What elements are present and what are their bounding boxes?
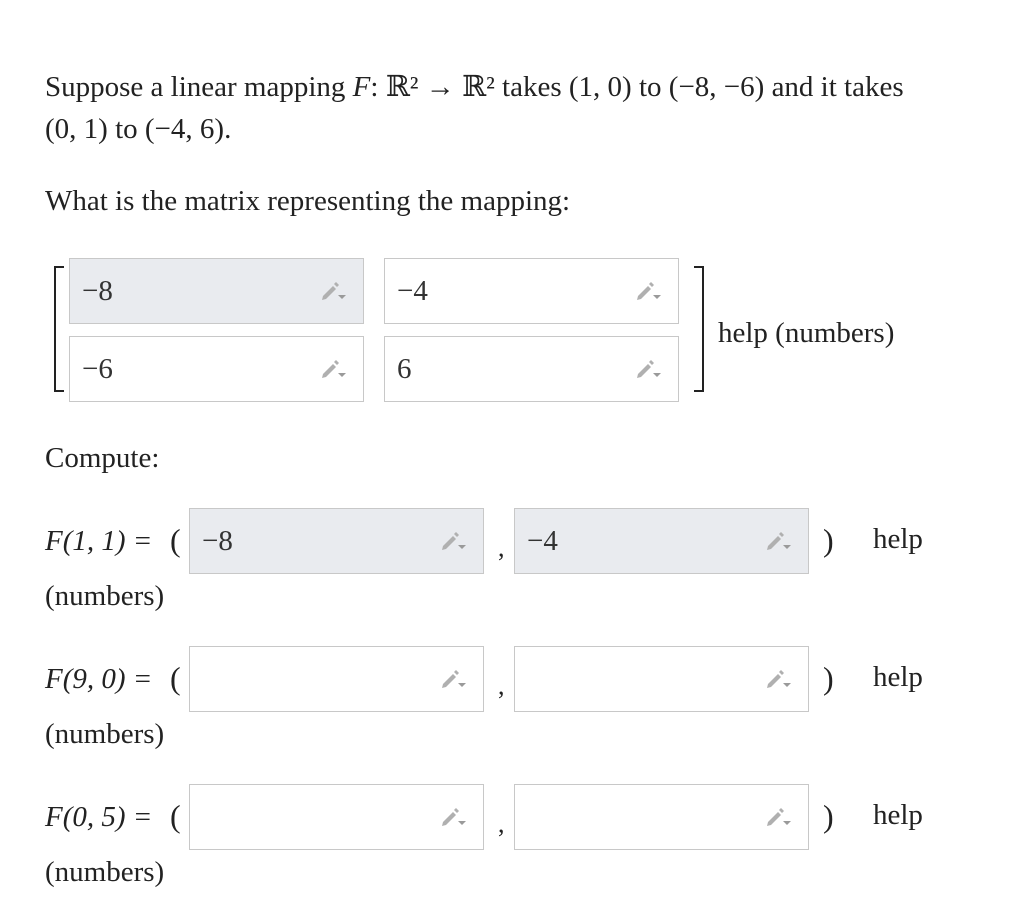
close-paren: ) [823, 660, 834, 696]
answer-field-first[interactable] [189, 508, 484, 574]
input-vector-1: (1, 0) [568, 71, 632, 103]
close-paren: ) [823, 798, 834, 834]
comma-separator: , [498, 671, 505, 700]
help-link[interactable]: help [873, 661, 923, 693]
pencil-dropdown-icon[interactable] [319, 278, 349, 304]
matrix-cell-r2c2[interactable] [384, 336, 679, 402]
pencil-dropdown-icon[interactable] [439, 666, 469, 692]
pencil-dropdown-icon[interactable] [439, 528, 469, 554]
map-name: F [352, 71, 371, 103]
input-vector-2: (0, 1) [45, 113, 108, 145]
answer-field-second[interactable] [514, 508, 809, 574]
matrix-cell-r1c1[interactable] [69, 258, 364, 324]
pencil-dropdown-icon[interactable] [764, 804, 794, 830]
help-link[interactable]: help [873, 799, 923, 831]
help-link[interactable]: help [873, 523, 923, 555]
comma-separator: , [498, 809, 505, 838]
matrix-cell-value: −8 [82, 274, 113, 307]
comma-separator: , [498, 533, 505, 562]
matrix-question: What is the matrix representing the mapping: [45, 185, 571, 217]
close-paren: ) [823, 522, 834, 558]
answer-field-first[interactable] [189, 646, 484, 712]
problem-text: to [631, 71, 669, 103]
matrix-cell-value: −6 [82, 352, 113, 385]
pencil-dropdown-icon[interactable] [764, 528, 794, 554]
pencil-dropdown-icon[interactable] [319, 356, 349, 382]
open-paren: ( [170, 798, 181, 834]
problem-text: and it takes [764, 71, 904, 103]
matrix-cell-r2c1[interactable] [69, 336, 364, 402]
answer-field-first[interactable] [189, 784, 484, 850]
pencil-dropdown-icon[interactable] [764, 666, 794, 692]
open-paren: ( [170, 522, 181, 558]
problem-text: to [107, 113, 145, 145]
answer-value: −4 [527, 524, 558, 557]
matrix-left-bracket [54, 266, 64, 392]
problem-text: Suppose a linear mapping [45, 71, 353, 103]
compute-label: Compute: [45, 442, 160, 474]
answer-value: −8 [202, 524, 233, 557]
map-signature: : ℝ² → ℝ² [370, 71, 495, 103]
pencil-dropdown-icon[interactable] [439, 804, 469, 830]
problem-text: takes [494, 71, 569, 103]
matrix-cell-r1c2[interactable] [384, 258, 679, 324]
problem-text: . [224, 113, 232, 145]
output-vector-1: (−8, −6) [668, 71, 765, 103]
computation-label: F(9, 0) = [45, 663, 153, 695]
open-paren: ( [170, 660, 181, 696]
answer-field-second[interactable] [514, 784, 809, 850]
output-vector-2: (−4, 6) [144, 113, 225, 145]
pencil-dropdown-icon[interactable] [634, 278, 664, 304]
matrix-right-bracket [694, 266, 704, 392]
matrix-help-link[interactable]: help (numbers) [718, 317, 895, 349]
matrix-cell-value: 6 [397, 352, 412, 385]
help-type[interactable]: (numbers) [45, 580, 165, 612]
help-type[interactable]: (numbers) [45, 856, 165, 888]
problem-statement [45, 66, 904, 150]
computation-label: F(0, 5) = [45, 801, 153, 833]
computation-label: F(1, 1) = [45, 525, 153, 557]
help-type[interactable]: (numbers) [45, 718, 165, 750]
pencil-dropdown-icon[interactable] [634, 356, 664, 382]
answer-field-second[interactable] [514, 646, 809, 712]
matrix-cell-value: −4 [397, 274, 428, 307]
